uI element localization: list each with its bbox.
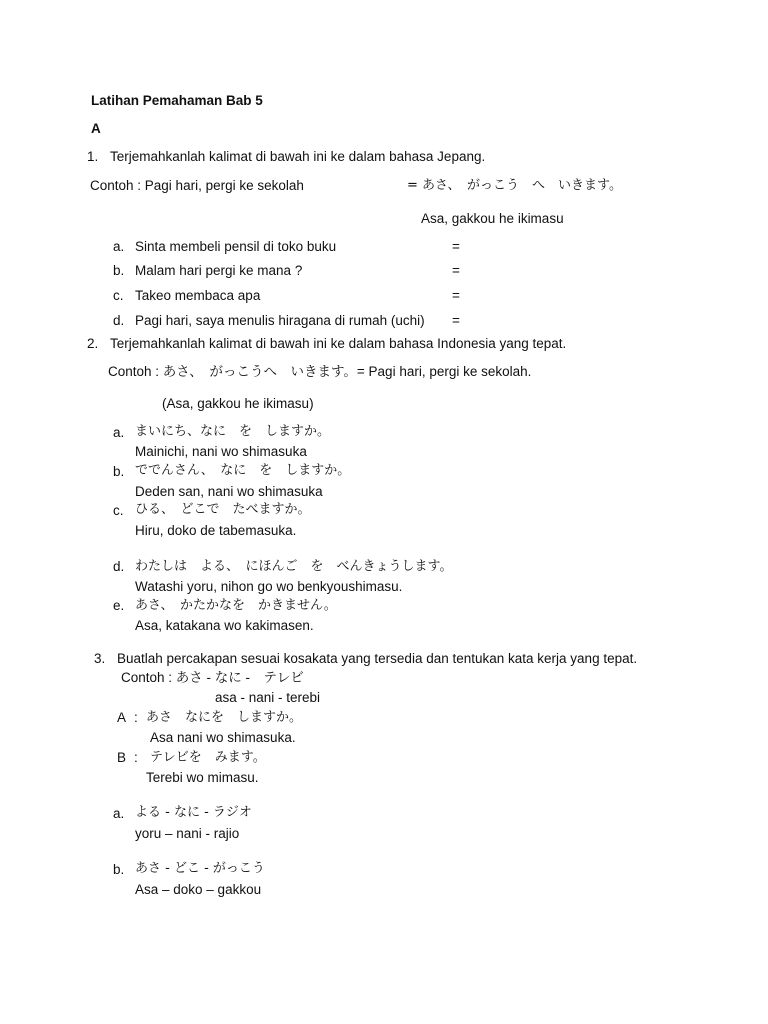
item-text: Malam hari pergi ke mana ? bbox=[135, 263, 303, 278]
question-instruction: Terjemahkanlah kalimat di bawah ini ke dalam bahasa Indonesia yang tepat. bbox=[110, 336, 567, 351]
example-romaji: (Asa, gakkou he ikimasu) bbox=[162, 396, 314, 411]
example-romaji: asa - nani - terebi bbox=[215, 690, 321, 705]
item-japanese: あさ - どこ - がっこう bbox=[135, 861, 265, 876]
item-romaji: Deden san, nani wo shimasuka bbox=[135, 484, 323, 499]
item-letter: d. bbox=[113, 313, 125, 328]
example-label: Contoh : あさ、 がっこうへ いきます。= Pagi hari, pergi ke sekolah. bbox=[108, 364, 532, 379]
item-letter: a. bbox=[113, 425, 125, 440]
item-romaji: yoru – nani - rajio bbox=[135, 826, 240, 841]
item-japanese: ででんさん、 なに を しますか。 bbox=[135, 463, 351, 478]
item-japanese: よる - なに - ラジオ bbox=[135, 805, 252, 820]
item-romaji: Asa, katakana wo kakimasen. bbox=[135, 618, 314, 633]
question-number: 1. bbox=[87, 149, 99, 164]
item-japanese: ひる、 どこで たべますか。 bbox=[135, 502, 311, 517]
speaker-colon: : bbox=[134, 750, 138, 765]
item-romaji: Hiru, doko de tabemasuka. bbox=[135, 523, 297, 538]
item-equals: = bbox=[452, 288, 460, 303]
item-letter: b. bbox=[113, 464, 125, 479]
speaker-label: B bbox=[117, 750, 127, 765]
speaker-colon: : bbox=[134, 710, 138, 725]
question-instruction: Buatlah percakapan sesuai kosakata yang tersedia dan tentukan kata kerja yang tepat. bbox=[117, 651, 638, 666]
item-text: Takeo membaca apa bbox=[135, 288, 261, 303]
item-text: Sinta membeli pensil di toko buku bbox=[135, 239, 337, 254]
speaker-label: A bbox=[117, 710, 127, 725]
dialog-japanese: テレビを みます。 bbox=[150, 750, 266, 765]
item-letter: c. bbox=[113, 503, 124, 518]
question-instruction: Terjemahkanlah kalimat di bawah ini ke dalam bahasa Jepang. bbox=[110, 149, 486, 164]
dialog-romaji: Terebi wo mimasu. bbox=[146, 770, 259, 785]
example-label: Contoh : あさ - なに - テレビ bbox=[121, 670, 304, 685]
item-japanese: あさ、 かたかなを かきません。 bbox=[135, 598, 337, 613]
item-equals: = bbox=[452, 313, 460, 328]
item-letter: c. bbox=[113, 288, 124, 303]
item-equals: = bbox=[452, 263, 460, 278]
item-text: Pagi hari, saya menulis hiragana di rumah (uchi) bbox=[135, 313, 425, 328]
example-label: Contoh : Pagi hari, pergi ke sekolah bbox=[90, 178, 304, 193]
dialog-japanese: あさ なにを しますか。 bbox=[146, 710, 303, 725]
item-japanese: わたしは よる、 にほんご を べんきょうします。 bbox=[135, 559, 453, 574]
item-letter: a. bbox=[113, 806, 125, 821]
item-letter: e. bbox=[113, 598, 125, 613]
page-title: Latihan Pemahaman Bab 5 bbox=[91, 93, 263, 108]
item-japanese: まいにち、なに を しますか。 bbox=[135, 424, 331, 439]
item-letter: a. bbox=[113, 239, 125, 254]
item-romaji: Asa – doko – gakkou bbox=[135, 882, 262, 897]
question-number: 3. bbox=[94, 651, 106, 666]
item-letter: b. bbox=[113, 862, 125, 877]
section-label: A bbox=[91, 121, 101, 136]
dialog-romaji: Asa nani wo shimasuka. bbox=[150, 730, 296, 745]
example-romaji: Asa, gakkou he ikimasu bbox=[421, 211, 564, 226]
item-romaji: Watashi yoru, nihon go wo benkyoushimasu. bbox=[135, 579, 403, 594]
item-letter: b. bbox=[113, 263, 125, 278]
item-romaji: Mainichi, nani wo shimasuka bbox=[135, 444, 307, 459]
item-equals: = bbox=[452, 239, 460, 254]
question-number: 2. bbox=[87, 336, 99, 351]
item-letter: d. bbox=[113, 559, 125, 574]
example-japanese: = あさ、 がっこう へ いきます。 bbox=[407, 178, 622, 193]
